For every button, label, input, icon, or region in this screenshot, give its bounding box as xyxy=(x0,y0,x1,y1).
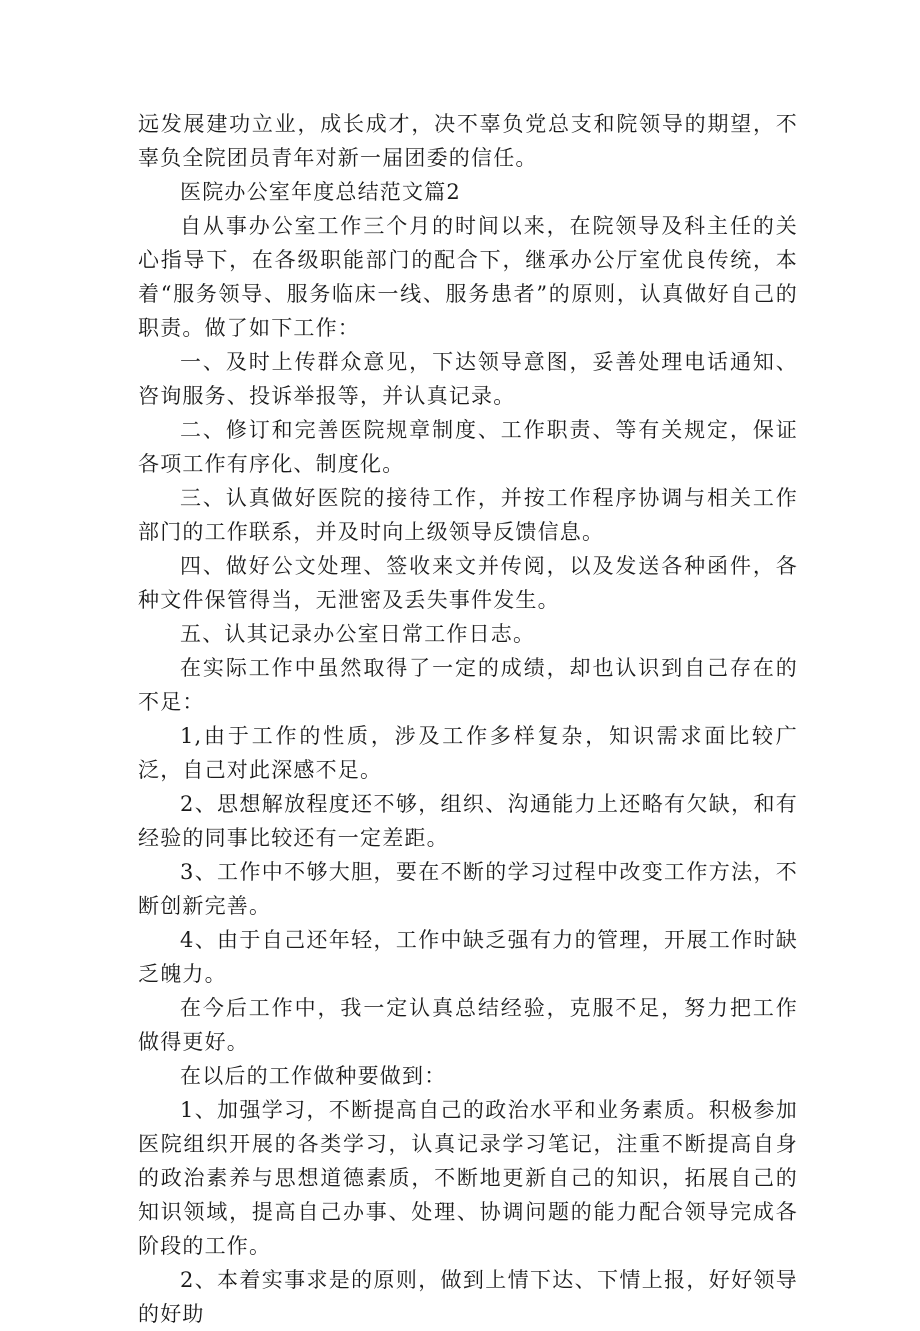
paragraph-future-2: 2、本着实事求是的原则，做到上情下达、下情上报，好好领导的好助 xyxy=(138,1268,798,1326)
paragraph-item-2: 二、修订和完善医院规章制度、工作职责、等有关规定，保证各项工作有序化、制度化。 xyxy=(138,418,798,476)
section-heading: 医院办公室年度总结范文篇2 xyxy=(180,180,461,204)
paragraph-resolution: 在今后工作中，我一定认真总结经验，克服不足，努力把工作做得更好。 xyxy=(138,996,798,1054)
paragraph-intro: 自从事办公室工作三个月的时间以来，在院领导及科主任的关心指导下，在各级职能部门的配合下，继承办公厅室优良传统，本着“服务领导、服务临床一线、服务患者”的原则，认真做好自己的职责。做了如下工作： xyxy=(138,214,798,340)
paragraph-shortcoming-4: 4、由于自己还年轻，工作中缺乏强有力的管理，开展工作时缺乏魄力。 xyxy=(138,928,798,986)
paragraph-shortcomings-intro: 在实际工作中虽然取得了一定的成绩，却也认识到自己存在的不足： xyxy=(138,656,798,714)
paragraph-item-1: 一、及时上传群众意见，下达领导意图，妥善处理电话通知、咨询服务、投诉举报等，并认真记录。 xyxy=(138,350,798,408)
paragraph-continuation: 远发展建功立业，成长成才，决不辜负党总支和院领导的期望，不辜负全院团员青年对新一届团委的信任。 xyxy=(138,112,798,170)
document-body xyxy=(138,107,798,1331)
paragraph-shortcoming-1: 1,由于工作的性质，涉及工作多样复杂，知识需求面比较广泛，自己对此深感不足。 xyxy=(138,724,798,782)
paragraph-shortcoming-2: 2、思想解放程度还不够，组织、沟通能力上还略有欠缺，和有经验的同事比较还有一定差距。 xyxy=(138,792,798,850)
paragraph-future-1: 1、加强学习，不断提高自己的政治水平和业务素质。积极参加医院组织开展的各类学习，认真记录学习笔记，注重不断提高自身的政治素养与思想道德素质，不断地更新自己的知识，拓展自己的知识领域，提高自己办事、处理、协调问题的能力配合领导完成各阶段的工作。 xyxy=(138,1098,798,1258)
paragraph-item-4: 四、做好公文处理、签收来文并传阅，以及发送各种函件，各种文件保管得当，无泄密及丢失事件发生。 xyxy=(138,554,798,612)
paragraph-shortcoming-3: 3、工作中不够大胆，要在不断的学习过程中改变工作方法，不断创新完善。 xyxy=(138,860,798,918)
paragraph-item-3: 三、认真做好医院的接待工作，并按工作程序协调与相关工作部门的工作联系，并及时向上级领导反馈信息。 xyxy=(138,486,798,544)
paragraph-item-5: 五、认其记录办公室日常工作日志。 xyxy=(180,622,536,646)
paragraph-future-intro: 在以后的工作做种要做到： xyxy=(180,1064,447,1088)
